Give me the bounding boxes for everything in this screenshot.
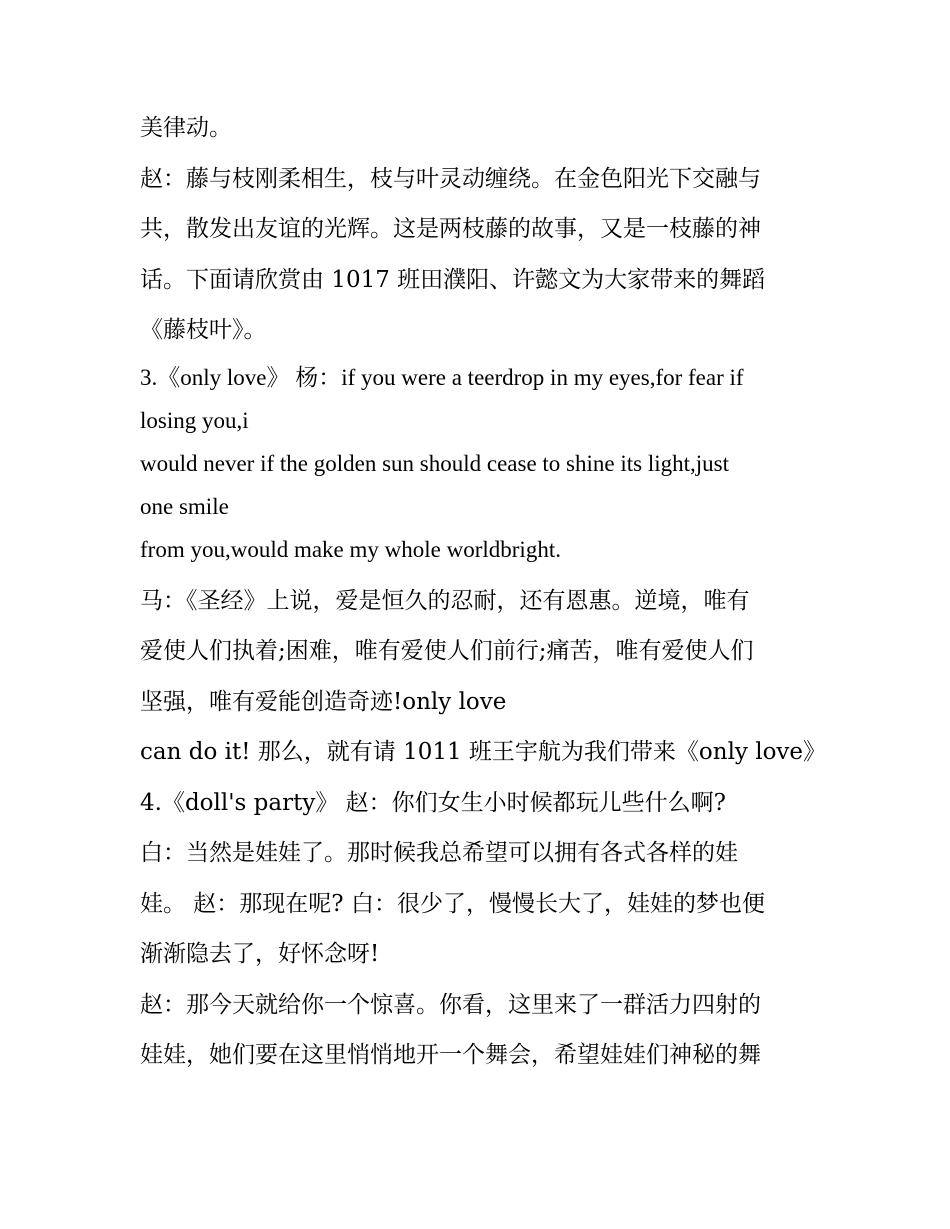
text-line: 坚强，唯有爱能创造奇迹!only love xyxy=(140,688,507,715)
document-page xyxy=(140,103,827,1081)
text-line: 娃娃，她们要在这里悄悄地开一个舞会，希望娃娃们神秘的舞 xyxy=(140,1042,761,1068)
text-line: 话。下面请欣赏由 1017 班田濮阳、许懿文为大家带来的舞蹈 xyxy=(140,266,766,293)
text-line: 马：《圣经》上说，爱是恒久的忍耐，还有恩惠。逆境，唯有 xyxy=(140,587,750,614)
text-line: 赵：那今天就给你一个惊喜。你看，这里来了一群活力四射的 xyxy=(140,991,761,1018)
text-line: 赵：藤与枝刚柔相生，枝与叶灵动缠绕。在金色阳光下交融与 xyxy=(140,165,761,192)
text-line: 爱使人们执着;困难，唯有爱使人们前行;痛苦，唯有爱使人们 xyxy=(140,638,754,664)
text-line: 娃。 赵：那现在呢? 白：很少了，慢慢长大了，娃娃的梦也便 xyxy=(140,890,765,917)
text-line: losing you,i xyxy=(140,407,249,433)
text-line: 共，散发出友谊的光辉。这是两枝藤的故事，又是一枝藤的神 xyxy=(140,216,761,242)
text-line: 3.《only love》 杨：if you were a teerdrop in my eyes,for fear if xyxy=(140,364,744,390)
text-line: 美律动。 xyxy=(140,115,232,141)
text-line: 渐渐隐去了，好怀念呀! xyxy=(140,941,380,967)
text-line: can do it! 那么，就有请 1011 班王宇航为我们带来《only love》 xyxy=(140,739,827,765)
text-line: would never if the golden sun should cease to shine its light,just xyxy=(140,450,729,476)
text-line: one smile xyxy=(140,493,229,519)
text-line: 白：当然是娃娃了。那时候我总希望可以拥有各式各样的娃 xyxy=(140,840,738,866)
text-line: 《藤枝叶》。 xyxy=(140,317,267,343)
text-line: 4.《doll's party》 赵：你们女生小时候都玩儿些什么啊? xyxy=(140,789,726,816)
text-line: from you,would make my whole worldbright. xyxy=(140,536,561,562)
